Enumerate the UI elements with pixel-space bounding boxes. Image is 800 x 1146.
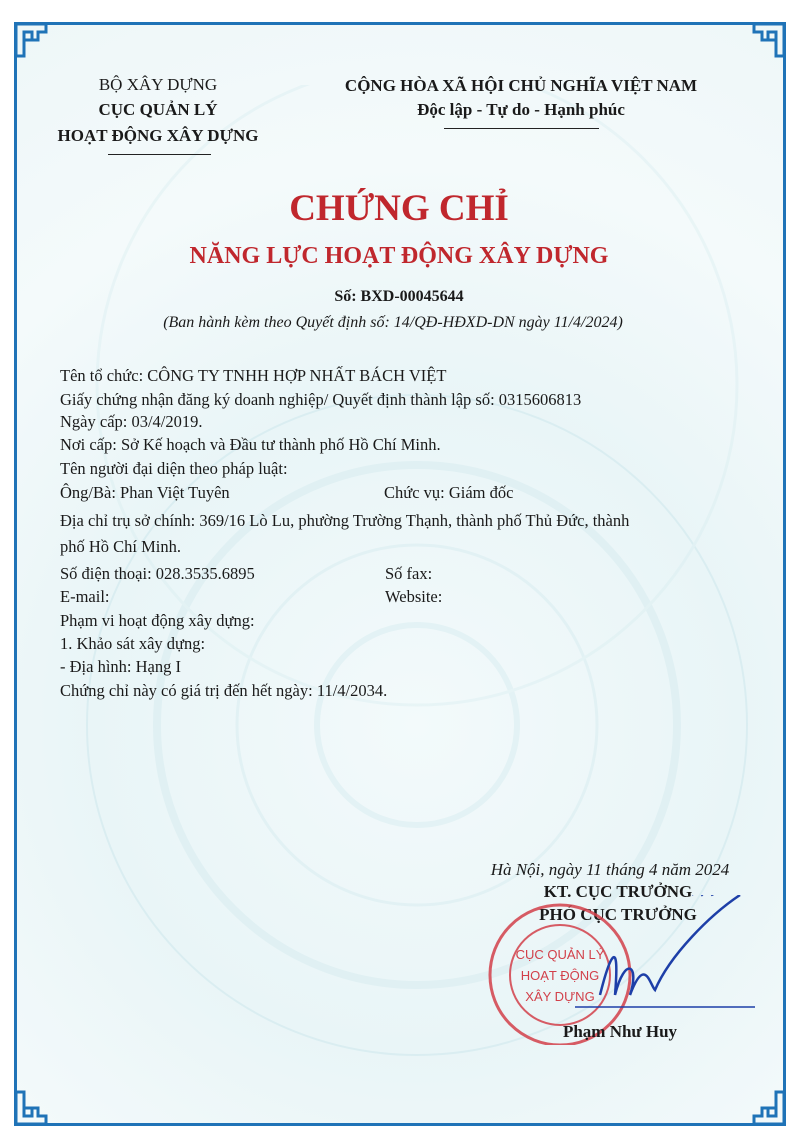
signature-mark [600, 895, 740, 995]
corner-ornament [14, 22, 64, 72]
rep-label: Tên người đại diện theo pháp luật: [60, 459, 288, 478]
national-motto: Độc lập - Tự do - Hạnh phúc [417, 100, 625, 119]
stamp-text-line2: HOẠT ĐỘNG [520, 968, 600, 983]
scope-item: 1. Khảo sát xây dựng: [60, 634, 206, 653]
department-line2: HOẠT ĐỘNG XÂY DỰNG [57, 126, 259, 145]
phone: Số điện thoại: 028.3535.6895 [60, 564, 255, 583]
corner-ornament [14, 1076, 64, 1126]
scope-sub-item: - Địa hình: Hạng I [60, 657, 181, 676]
place-date: Hà Nội, ngày 11 tháng 4 năm 2024 [490, 860, 730, 879]
national-title: CỘNG HÒA XÃ HỘI CHỦ NGHĨA VIỆT NAM [344, 76, 698, 95]
org-name: Tên tổ chức: CÔNG TY TNHH HỢP NHẤT BÁCH VIỆT [60, 366, 447, 385]
rep-name: Ông/Bà: Phan Việt Tuyên [60, 483, 230, 502]
divider [108, 154, 211, 155]
corner-ornament [736, 22, 786, 72]
certificate-subtitle: NĂNG LỰC HOẠT ĐỘNG XÂY DỰNG [189, 243, 609, 269]
issuer: Nơi cấp: Sở Kế hoạch và Đầu tư thành phố Hồ Chí Minh. [60, 435, 441, 454]
stamp-text-line1: CỤC QUẢN LÝ [515, 947, 605, 962]
divider [444, 128, 599, 129]
website: Website: [385, 587, 443, 606]
email: E-mail: [60, 587, 110, 606]
certificate-number: Số: BXD-00045644 [334, 288, 464, 305]
registration-number: Giấy chứng nhận đăng ký doanh nghiệp/ Quyết định thành lập số: 0315606813 [60, 390, 582, 409]
stamp-text-line3: XÂY DỰNG [525, 989, 595, 1004]
signer-role2: PHÓ CỤC TRƯỞNG [539, 905, 697, 924]
rep-title: Chức vụ: Giám đốc [384, 483, 514, 502]
validity: Chứng chỉ này có giá trị đến hết ngày: 11/4/2034. [60, 681, 388, 700]
department-line1: CỤC QUẢN LÝ [98, 100, 218, 119]
corner-ornament [736, 1076, 786, 1126]
ministry-name: BỘ XÂY DỰNG [98, 75, 218, 94]
signer-name: Phạm Như Huy [562, 1022, 678, 1041]
address-line1: Địa chỉ trụ sở chính: 369/16 Lò Lu, phường Trường Thạnh, thành phố Thủ Đức, thành [60, 511, 630, 530]
address-line2: phố Hồ Chí Minh. [60, 537, 182, 556]
fax: Số fax: [385, 564, 433, 583]
certificate-title: CHỨNG CHỈ [289, 188, 509, 229]
issue-date: Ngày cấp: 03/4/2019. [60, 412, 203, 431]
scope-label: Phạm vi hoạt động xây dựng: [60, 611, 255, 630]
signer-role1: KT. CỤC TRƯỞNG [543, 882, 693, 901]
decision-reference: (Ban hành kèm theo Quyết định số: 14/QĐ-HĐXD-DN ngày 11/4/2024) [163, 314, 623, 331]
